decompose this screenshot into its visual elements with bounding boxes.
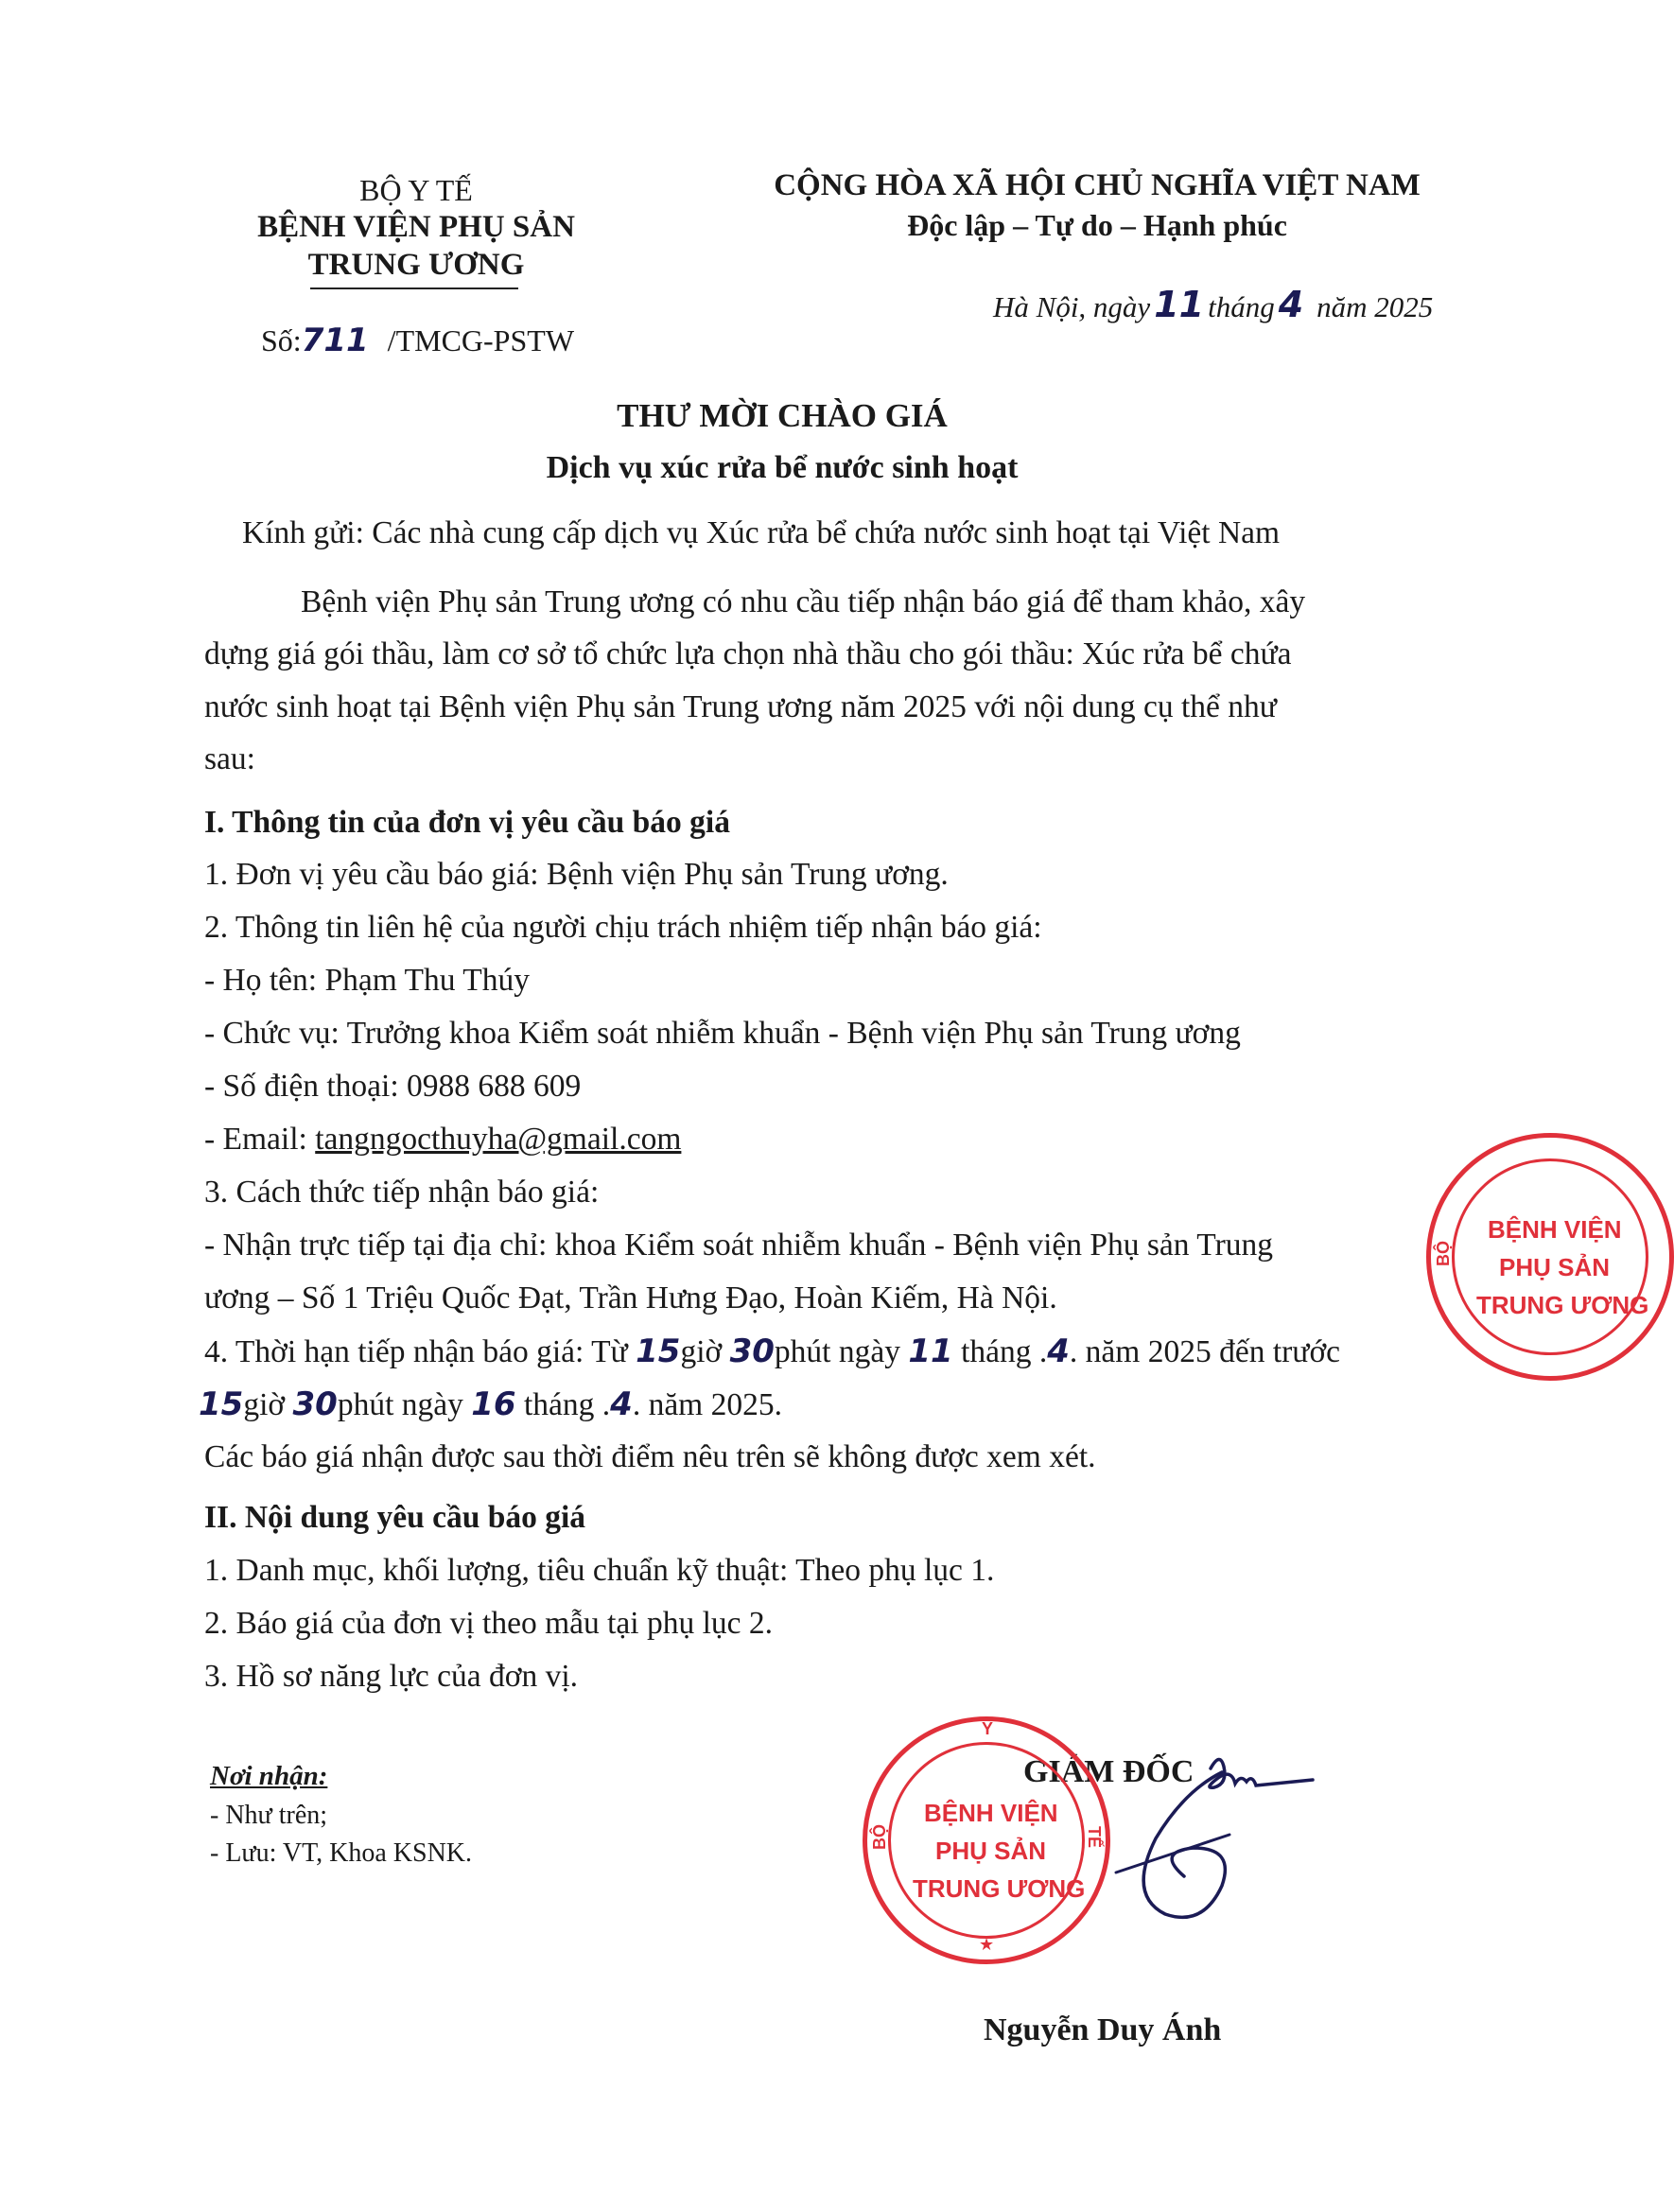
email-label: - Email: (204, 1122, 316, 1157)
header-underline (310, 287, 518, 289)
deadline-text: phút ngày (774, 1334, 900, 1369)
deadline-line1 (204, 1332, 1341, 1370)
hw-hour: 15 (199, 1385, 244, 1423)
email-link[interactable]: tangngocthuyha@gmail.com (315, 1122, 682, 1157)
doc-no-prefix: Số: (261, 323, 302, 357)
deadline-text: phút ngày (337, 1387, 463, 1422)
section2-item2: 2. Báo giá của đơn vị theo mẫu tại phụ lục 2. (204, 1606, 774, 1641)
doc-no-suffix: /TMCG-PSTW (387, 323, 575, 357)
date-month: 4 (1278, 284, 1304, 325)
stamp-line3: TRUNG ƯƠNG (913, 1874, 1086, 1903)
doc-no-handwritten: 711 (301, 322, 369, 359)
section1-item1: 1. Đơn vị yêu cầu báo giá: Bệnh viện Phụ sản Trung ương. (204, 857, 949, 892)
intro-line: sau: (204, 741, 255, 776)
date-day: 11 (1154, 284, 1205, 325)
section1-item3: 3. Cách thức tiếp nhận báo giá: (204, 1175, 600, 1210)
deadline-text: . năm 2025 đến trước (1069, 1334, 1341, 1369)
deadline-text: 4. Thời hạn tiếp nhận báo giá: Từ (204, 1334, 628, 1369)
deadline-line2 (199, 1385, 782, 1423)
stamp-line1: BỆNH VIỆN (1488, 1215, 1622, 1244)
document-number (261, 322, 574, 359)
contact-phone: - Số điện thoại: 0988 688 609 (204, 1069, 582, 1104)
section2-item3: 3. Hồ sơ năng lực của đơn vị. (204, 1659, 579, 1694)
hw-hour: 15 (636, 1332, 681, 1370)
stamp-line2: PHỤ SẢN (935, 1837, 1047, 1865)
hw-minute: 30 (292, 1385, 338, 1423)
hw-minute: 30 (729, 1332, 775, 1370)
contact-position: - Chức vụ: Trưởng khoa Kiểm soát nhiễm khuẩn - Bệnh viện Phụ sản Trung ương (204, 1016, 1241, 1051)
national-motto: Độc lập – Tự do – Hạnh phúc (907, 208, 1287, 242)
hw-day: 16 (471, 1385, 516, 1423)
stamp-line3: TRUNG ƯƠNG (1476, 1291, 1649, 1319)
stamp-star-icon: ★ (979, 1935, 995, 1954)
stamp-rim-left: BỘ (870, 1824, 889, 1850)
deadline-note: Các báo giá nhận được sau thời điểm nêu trên sẽ không được xem xét. (204, 1439, 1096, 1474)
document-title: THƯ MỜI CHÀO GIÁ (617, 397, 948, 434)
contact-email (204, 1123, 681, 1156)
date-year: năm 2025 (1317, 290, 1434, 323)
deadline-text: giờ (243, 1387, 286, 1422)
intro-line: Bệnh viện Phụ sản Trung ương có nhu cầu tiếp nhận báo giá để tham khảo, xây (301, 584, 1306, 619)
handwritten-signature (974, 1731, 1352, 1948)
hw-day: 11 (908, 1332, 953, 1370)
signer-name: Nguyễn Duy Ánh (984, 2012, 1222, 2047)
contact-name: - Họ tên: Phạm Thu Thúy (204, 963, 530, 998)
section1-heading: I. Thông tin của đơn vị yêu cầu báo giá (204, 805, 730, 840)
address-line2: ương – Số 1 Triệu Quốc Đạt, Trần Hưng Đạo, Hoàn Kiếm, Hà Nội. (204, 1280, 1057, 1315)
section2-heading: II. Nội dung yêu cầu báo giá (204, 1500, 586, 1535)
intro-line: nước sinh hoạt tại Bệnh viện Phụ sản Trung ương năm 2025 với nội dung cụ thể như (204, 689, 1277, 724)
hospital-name-line1: BỆNH VIỆN PHỤ SẢN (257, 210, 575, 244)
deadline-text: . năm 2025. (632, 1387, 782, 1422)
stamp-line2: PHỤ SẢN (1499, 1253, 1611, 1281)
hw-month: 4 (610, 1385, 633, 1423)
section2-item1: 1. Danh mục, khối lượng, tiêu chuẩn kỹ thuật: Theo phụ lục 1. (204, 1553, 995, 1588)
document-subtitle: Dịch vụ xúc rửa bể nước sinh hoạt (546, 450, 1019, 485)
recipients-item: - Như trên; (210, 1801, 328, 1830)
ministry-name: BỘ Y TẾ (359, 173, 473, 207)
date-month-label: tháng (1208, 290, 1275, 323)
stamp-rim-right: TẾ (1085, 1825, 1105, 1849)
hospital-name-line2: TRUNG ƯƠNG (307, 248, 525, 282)
date-prefix: Hà Nội, ngày (993, 290, 1151, 323)
intro-line: dựng giá gói thầu, làm cơ sở tổ chức lựa chọn nhà thầu cho gói thầu: Xúc rửa bể chứa (204, 636, 1292, 671)
deadline-text: giờ (680, 1334, 723, 1369)
recipients-title: Nơi nhận: (210, 1761, 328, 1791)
stamp-line1: BỆNH VIỆN (924, 1799, 1058, 1827)
stamp-rim-top: Y (982, 1719, 994, 1738)
stamp-rim-left: BỘ (1434, 1241, 1453, 1266)
address-line1: - Nhận trực tiếp tại địa chỉ: khoa Kiểm soát nhiễm khuẩn - Bệnh viện Phụ sản Trung (204, 1228, 1273, 1263)
country-name: CỘNG HÒA XÃ HỘI CHỦ NGHĨA VIỆT NAM (774, 168, 1421, 202)
hw-month: 4 (1047, 1332, 1070, 1370)
deadline-text: tháng . (961, 1334, 1048, 1369)
red-seal-stamp-partial (1426, 1133, 1674, 1381)
recipients-item: - Lưu: VT, Khoa KSNK. (210, 1838, 473, 1868)
section1-item2: 2. Thông tin liên hệ của người chịu trách nhiệm tiếp nhận báo giá: (204, 910, 1042, 945)
signer-title: GIÁM ĐỐC (1023, 1754, 1194, 1789)
recipient-line: Kính gửi: Các nhà cung cấp dịch vụ Xúc rửa bể chứa nước sinh hoạt tại Việt Nam (242, 515, 1281, 550)
deadline-text: tháng . (523, 1387, 611, 1422)
issue-date (993, 284, 1433, 325)
